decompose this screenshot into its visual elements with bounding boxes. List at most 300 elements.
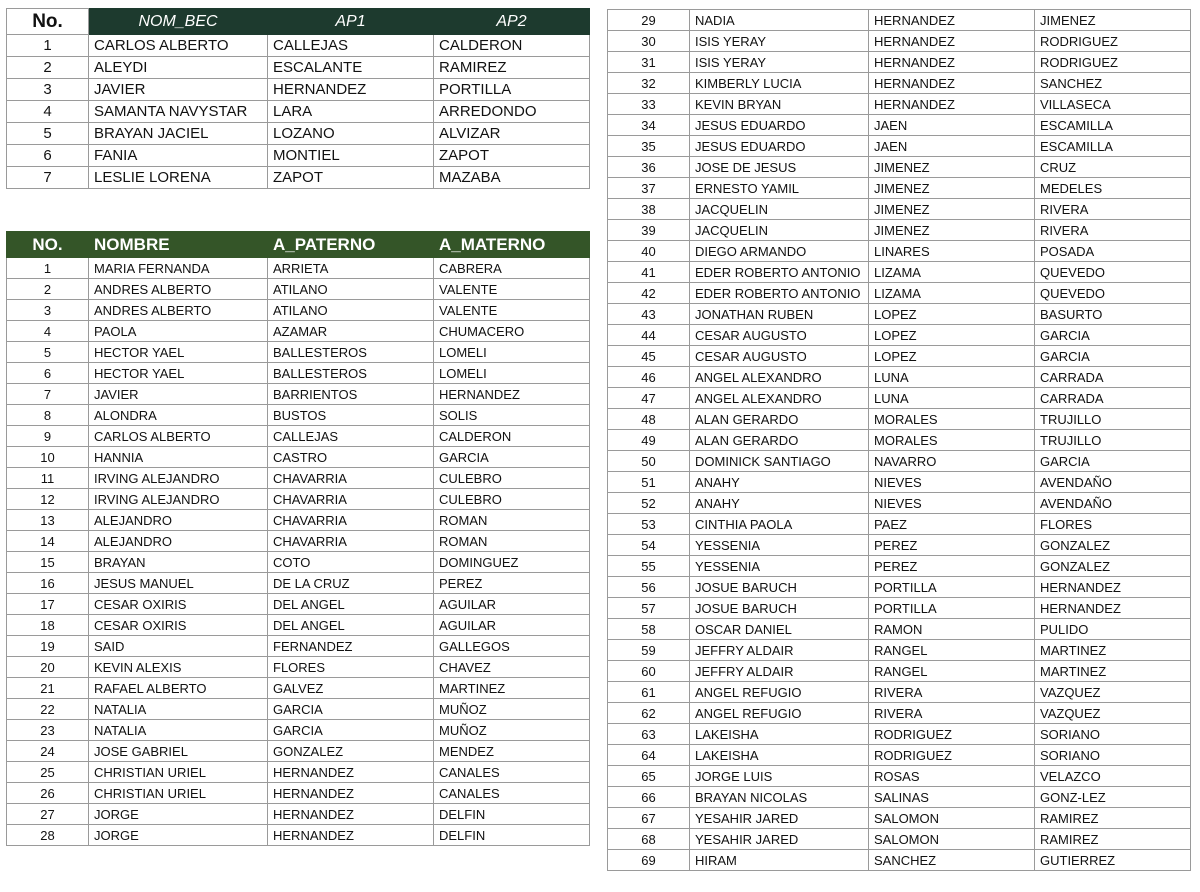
cell-surname-1: LIZAMA xyxy=(869,262,1035,283)
cell-name: JOSE DE JESUS xyxy=(690,157,869,178)
cell-surname-1: LOPEZ xyxy=(869,304,1035,325)
cell-number: 6 xyxy=(7,363,89,384)
cell-surname-1: MONTIEL xyxy=(268,145,434,167)
cell-surname-1: CHAVARRIA xyxy=(268,489,434,510)
cell-surname-2: VILLASECA xyxy=(1035,94,1191,115)
cell-surname-2: HERNANDEZ xyxy=(1035,598,1191,619)
table-body xyxy=(7,258,590,846)
cell-surname-1: RIVERA xyxy=(869,682,1035,703)
cell-number: 13 xyxy=(7,510,89,531)
cell-name: ISIS YERAY xyxy=(690,31,869,52)
table-row xyxy=(608,472,1191,493)
cell-number: 50 xyxy=(608,451,690,472)
table-row xyxy=(608,10,1191,31)
cell-surname-2: CANALES xyxy=(434,762,590,783)
table-row xyxy=(608,325,1191,346)
cell-name: ANDRES ALBERTO xyxy=(89,300,268,321)
table-row xyxy=(7,636,590,657)
cell-number: 3 xyxy=(7,300,89,321)
cell-name: JONATHAN RUBEN xyxy=(690,304,869,325)
cell-surname-2: MEDELES xyxy=(1035,178,1191,199)
cell-number: 37 xyxy=(608,178,690,199)
cell-number: 21 xyxy=(7,678,89,699)
table-row xyxy=(7,405,590,426)
table-row xyxy=(608,724,1191,745)
cell-surname-2: SANCHEZ xyxy=(1035,73,1191,94)
cell-surname-1: LINARES xyxy=(869,241,1035,262)
cell-surname-1: GALVEZ xyxy=(268,678,434,699)
header-surname-1: AP1 xyxy=(268,9,434,35)
table-row xyxy=(7,720,590,741)
cell-surname-2: DOMINGUEZ xyxy=(434,552,590,573)
table-row xyxy=(608,514,1191,535)
cell-name: JEFFRY ALDAIR xyxy=(690,661,869,682)
cell-name: CHRISTIAN URIEL xyxy=(89,762,268,783)
cell-surname-2: GONZ-LEZ xyxy=(1035,787,1191,808)
cell-name: ISIS YERAY xyxy=(690,52,869,73)
cell-name: JACQUELIN xyxy=(690,220,869,241)
table-row xyxy=(7,804,590,825)
cell-name: SAMANTA NAVYSTAR xyxy=(89,101,268,123)
cell-name: YESSENIA xyxy=(690,556,869,577)
cell-name: BRAYAN JACIEL xyxy=(89,123,268,145)
cell-number: 45 xyxy=(608,346,690,367)
cell-number: 56 xyxy=(608,577,690,598)
cell-surname-1: JAEN xyxy=(869,136,1035,157)
cell-surname-1: CHAVARRIA xyxy=(268,468,434,489)
cell-surname-2: DELFIN xyxy=(434,825,590,846)
cell-surname-2: LOMELI xyxy=(434,363,590,384)
cell-surname-2: TRUJILLO xyxy=(1035,430,1191,451)
header-no: No. xyxy=(7,9,89,35)
cell-surname-2: MAZABA xyxy=(434,167,590,189)
cell-surname-2: CHUMACERO xyxy=(434,321,590,342)
cell-surname-2: ROMAN xyxy=(434,510,590,531)
cell-number: 22 xyxy=(7,699,89,720)
cell-number: 65 xyxy=(608,766,690,787)
cell-number: 32 xyxy=(608,73,690,94)
cell-surname-2: CABRERA xyxy=(434,258,590,279)
cell-surname-1: ARRIETA xyxy=(268,258,434,279)
cell-surname-1: MORALES xyxy=(869,409,1035,430)
cell-name: ANDRES ALBERTO xyxy=(89,279,268,300)
cell-name: YESAHIR JARED xyxy=(690,829,869,850)
table-row xyxy=(608,493,1191,514)
cell-surname-2: ROMAN xyxy=(434,531,590,552)
cell-surname-2: MUÑOZ xyxy=(434,699,590,720)
cell-surname-1: HERNANDEZ xyxy=(869,52,1035,73)
table-row xyxy=(608,283,1191,304)
cell-surname-2: RAMIREZ xyxy=(1035,829,1191,850)
cell-number: 36 xyxy=(608,157,690,178)
table-row xyxy=(7,741,590,762)
cell-surname-1: HERNANDEZ xyxy=(869,10,1035,31)
cell-number: 69 xyxy=(608,850,690,871)
cell-name: JOSUE BARUCH xyxy=(690,577,869,598)
cell-surname-1: CHAVARRIA xyxy=(268,531,434,552)
cell-name: ALEJANDRO xyxy=(89,510,268,531)
cell-name: RAFAEL ALBERTO xyxy=(89,678,268,699)
cell-surname-2: ARREDONDO xyxy=(434,101,590,123)
table-row xyxy=(7,300,590,321)
cell-name: KIMBERLY LUCIA xyxy=(690,73,869,94)
cell-name: LAKEISHA xyxy=(690,724,869,745)
table-row xyxy=(7,678,590,699)
cell-surname-2: PULIDO xyxy=(1035,619,1191,640)
cell-surname-2: MENDEZ xyxy=(434,741,590,762)
cell-number: 29 xyxy=(608,10,690,31)
cell-surname-2: POSADA xyxy=(1035,241,1191,262)
cell-surname-1: SANCHEZ xyxy=(869,850,1035,871)
cell-surname-1: AZAMAR xyxy=(268,321,434,342)
cell-surname-2: HERNANDEZ xyxy=(434,384,590,405)
cell-name: YESSENIA xyxy=(690,535,869,556)
cell-name: BRAYAN NICOLAS xyxy=(690,787,869,808)
cell-number: 4 xyxy=(7,321,89,342)
cell-surname-2: MARTINEZ xyxy=(1035,661,1191,682)
table-row xyxy=(7,615,590,636)
cell-surname-2: CULEBRO xyxy=(434,468,590,489)
cell-surname-2: CALDERON xyxy=(434,35,590,57)
cell-surname-2: ZAPOT xyxy=(434,145,590,167)
cell-surname-2: PEREZ xyxy=(434,573,590,594)
table-row xyxy=(7,468,590,489)
cell-number: 43 xyxy=(608,304,690,325)
cell-surname-1: LOZANO xyxy=(268,123,434,145)
cell-surname-1: GARCIA xyxy=(268,720,434,741)
table-row xyxy=(608,766,1191,787)
cell-number: 57 xyxy=(608,598,690,619)
cell-name: JESUS MANUEL xyxy=(89,573,268,594)
table-row xyxy=(608,262,1191,283)
cell-surname-1: SALINAS xyxy=(869,787,1035,808)
cell-surname-1: PAEZ xyxy=(869,514,1035,535)
table-row xyxy=(608,346,1191,367)
cell-name: YESAHIR JARED xyxy=(690,808,869,829)
table-row xyxy=(608,787,1191,808)
cell-surname-2: SOLIS xyxy=(434,405,590,426)
cell-number: 24 xyxy=(7,741,89,762)
table-row xyxy=(608,682,1191,703)
cell-number: 53 xyxy=(608,514,690,535)
cell-surname-1: SALOMON xyxy=(869,808,1035,829)
cell-number: 47 xyxy=(608,388,690,409)
table-row xyxy=(7,57,590,79)
cell-number: 2 xyxy=(7,57,89,79)
cell-surname-1: CHAVARRIA xyxy=(268,510,434,531)
cell-surname-2: CANALES xyxy=(434,783,590,804)
cell-surname-1: ROSAS xyxy=(869,766,1035,787)
cell-surname-2: ESCAMILLA xyxy=(1035,136,1191,157)
cell-number: 16 xyxy=(7,573,89,594)
cell-number: 23 xyxy=(7,720,89,741)
cell-name: HANNIA xyxy=(89,447,268,468)
cell-surname-2: CARRADA xyxy=(1035,388,1191,409)
cell-name: MARIA FERNANDA xyxy=(89,258,268,279)
table-row xyxy=(7,363,590,384)
cell-surname-2: VAZQUEZ xyxy=(1035,682,1191,703)
cell-number: 66 xyxy=(608,787,690,808)
cell-name: JEFFRY ALDAIR xyxy=(690,640,869,661)
cell-name: DOMINICK SANTIAGO xyxy=(690,451,869,472)
cell-surname-2: CHAVEZ xyxy=(434,657,590,678)
cell-name: IRVING ALEJANDRO xyxy=(89,468,268,489)
table-row xyxy=(608,598,1191,619)
cell-surname-2: GARCIA xyxy=(1035,346,1191,367)
cell-surname-1: PEREZ xyxy=(869,556,1035,577)
cell-name: NATALIA xyxy=(89,699,268,720)
table-row xyxy=(7,510,590,531)
cell-number: 60 xyxy=(608,661,690,682)
cell-surname-1: CALLEJAS xyxy=(268,426,434,447)
cell-name: HECTOR YAEL xyxy=(89,342,268,363)
table-row xyxy=(608,304,1191,325)
cell-surname-2: GONZALEZ xyxy=(1035,535,1191,556)
table-row xyxy=(608,31,1191,52)
table-row xyxy=(608,640,1191,661)
cell-number: 40 xyxy=(608,241,690,262)
cell-number: 7 xyxy=(7,167,89,189)
cell-surname-1: LARA xyxy=(268,101,434,123)
table-row xyxy=(608,451,1191,472)
cell-surname-2: QUEVEDO xyxy=(1035,283,1191,304)
table-row xyxy=(7,447,590,468)
cell-number: 5 xyxy=(7,123,89,145)
cell-surname-1: BUSTOS xyxy=(268,405,434,426)
cell-number: 54 xyxy=(608,535,690,556)
cell-surname-2: MUÑOZ xyxy=(434,720,590,741)
cell-surname-2: GARCIA xyxy=(1035,325,1191,346)
cell-number: 61 xyxy=(608,682,690,703)
table-row xyxy=(608,115,1191,136)
cell-name: ANGEL REFUGIO xyxy=(690,703,869,724)
table-row xyxy=(7,145,590,167)
header-row xyxy=(7,232,590,258)
student-table-part-1 xyxy=(6,231,590,846)
table-row xyxy=(608,409,1191,430)
cell-number: 19 xyxy=(7,636,89,657)
cell-surname-2: SORIANO xyxy=(1035,745,1191,766)
cell-name: OSCAR DANIEL xyxy=(690,619,869,640)
cell-name: ALONDRA xyxy=(89,405,268,426)
cell-surname-1: RODRIGUEZ xyxy=(869,745,1035,766)
cell-surname-1: HERNANDEZ xyxy=(268,79,434,101)
header-no: NO. xyxy=(7,232,89,258)
cell-surname-1: JIMENEZ xyxy=(869,220,1035,241)
cell-number: 68 xyxy=(608,829,690,850)
table-row xyxy=(608,220,1191,241)
table-row xyxy=(608,703,1191,724)
cell-surname-1: GARCIA xyxy=(268,699,434,720)
cell-number: 3 xyxy=(7,79,89,101)
cell-surname-1: RANGEL xyxy=(869,661,1035,682)
cell-surname-2: ALVIZAR xyxy=(434,123,590,145)
cell-number: 59 xyxy=(608,640,690,661)
cell-surname-2: AGUILAR xyxy=(434,594,590,615)
table-row xyxy=(7,321,590,342)
cell-number: 63 xyxy=(608,724,690,745)
cell-name: CESAR OXIRIS xyxy=(89,615,268,636)
cell-surname-1: MORALES xyxy=(869,430,1035,451)
cell-surname-1: BALLESTEROS xyxy=(268,363,434,384)
cell-surname-2: PORTILLA xyxy=(434,79,590,101)
cell-number: 2 xyxy=(7,279,89,300)
cell-surname-1: HERNANDEZ xyxy=(268,804,434,825)
table-row xyxy=(7,489,590,510)
cell-number: 44 xyxy=(608,325,690,346)
cell-name: ANGEL ALEXANDRO xyxy=(690,388,869,409)
cell-surname-2: ESCAMILLA xyxy=(1035,115,1191,136)
cell-surname-2: GALLEGOS xyxy=(434,636,590,657)
cell-surname-2: GUTIERREZ xyxy=(1035,850,1191,871)
cell-number: 31 xyxy=(608,52,690,73)
cell-surname-2: CULEBRO xyxy=(434,489,590,510)
cell-name: NADIA xyxy=(690,10,869,31)
table-row xyxy=(608,661,1191,682)
cell-number: 35 xyxy=(608,136,690,157)
cell-surname-2: JIMENEZ xyxy=(1035,10,1191,31)
table-row xyxy=(7,531,590,552)
cell-surname-1: HERNANDEZ xyxy=(869,31,1035,52)
table-row xyxy=(7,552,590,573)
cell-surname-2: VALENTE xyxy=(434,300,590,321)
cell-surname-2: RAMIREZ xyxy=(434,57,590,79)
header-row xyxy=(7,9,590,35)
cell-surname-1: SALOMON xyxy=(869,829,1035,850)
cell-number: 9 xyxy=(7,426,89,447)
table-row xyxy=(7,79,590,101)
cell-name: LAKEISHA xyxy=(690,745,869,766)
cell-surname-2: VELAZCO xyxy=(1035,766,1191,787)
cell-number: 14 xyxy=(7,531,89,552)
cell-surname-2: RAMIREZ xyxy=(1035,808,1191,829)
cell-surname-2: QUEVEDO xyxy=(1035,262,1191,283)
cell-surname-1: RODRIGUEZ xyxy=(869,724,1035,745)
cell-number: 64 xyxy=(608,745,690,766)
cell-name: EDER ROBERTO ANTONIO xyxy=(690,262,869,283)
cell-surname-1: PEREZ xyxy=(869,535,1035,556)
cell-surname-2: LOMELI xyxy=(434,342,590,363)
cell-surname-1: FERNANDEZ xyxy=(268,636,434,657)
table-row xyxy=(7,594,590,615)
table-row xyxy=(608,73,1191,94)
cell-number: 17 xyxy=(7,594,89,615)
header-maternal-surname: A_MATERNO xyxy=(434,232,590,258)
cell-number: 10 xyxy=(7,447,89,468)
table-row xyxy=(608,850,1191,871)
cell-number: 52 xyxy=(608,493,690,514)
table-row xyxy=(608,241,1191,262)
cell-surname-2: VALENTE xyxy=(434,279,590,300)
cell-surname-1: BALLESTEROS xyxy=(268,342,434,363)
cell-surname-2: AVENDAÑO xyxy=(1035,472,1191,493)
cell-name: DIEGO ARMANDO xyxy=(690,241,869,262)
cell-name: JOSUE BARUCH xyxy=(690,598,869,619)
cell-surname-2: GONZALEZ xyxy=(1035,556,1191,577)
table-row xyxy=(608,619,1191,640)
cell-name: SAID xyxy=(89,636,268,657)
cell-surname-2: CALDERON xyxy=(434,426,590,447)
table-row xyxy=(608,745,1191,766)
cell-number: 28 xyxy=(7,825,89,846)
table-row xyxy=(7,384,590,405)
cell-name: CESAR AUGUSTO xyxy=(690,346,869,367)
cell-number: 33 xyxy=(608,94,690,115)
table-row xyxy=(608,808,1191,829)
table-row xyxy=(608,577,1191,598)
cell-surname-1: LUNA xyxy=(869,388,1035,409)
table-row xyxy=(608,52,1191,73)
table-row xyxy=(7,35,590,57)
table-row xyxy=(608,430,1191,451)
cell-number: 34 xyxy=(608,115,690,136)
cell-surname-1: RAMON xyxy=(869,619,1035,640)
header-surname-2: AP2 xyxy=(434,9,590,35)
table-row xyxy=(7,657,590,678)
table-row xyxy=(608,535,1191,556)
cell-number: 18 xyxy=(7,615,89,636)
cell-name: PAOLA xyxy=(89,321,268,342)
cell-surname-1: PORTILLA xyxy=(869,598,1035,619)
cell-name: JORGE LUIS xyxy=(690,766,869,787)
cell-surname-1: BARRIENTOS xyxy=(268,384,434,405)
table-header xyxy=(7,232,590,258)
cell-surname-2: TRUJILLO xyxy=(1035,409,1191,430)
cell-name: JORGE xyxy=(89,825,268,846)
cell-number: 20 xyxy=(7,657,89,678)
table-header xyxy=(7,9,590,35)
table-row xyxy=(608,367,1191,388)
cell-surname-1: NIEVES xyxy=(869,493,1035,514)
table-row xyxy=(7,101,590,123)
cell-surname-1: DE LA CRUZ xyxy=(268,573,434,594)
cell-name: JAVIER xyxy=(89,79,268,101)
cell-surname-2: BASURTO xyxy=(1035,304,1191,325)
cell-surname-2: CRUZ xyxy=(1035,157,1191,178)
cell-name: CHRISTIAN URIEL xyxy=(89,783,268,804)
table-row xyxy=(7,167,590,189)
cell-name: JOSE GABRIEL xyxy=(89,741,268,762)
cell-surname-1: JAEN xyxy=(869,115,1035,136)
cell-number: 26 xyxy=(7,783,89,804)
cell-name: HECTOR YAEL xyxy=(89,363,268,384)
cell-surname-1: DEL ANGEL xyxy=(268,594,434,615)
cell-name: ALEYDI xyxy=(89,57,268,79)
cell-name: ALAN GERARDO xyxy=(690,409,869,430)
cell-surname-1: ESCALANTE xyxy=(268,57,434,79)
cell-name: CESAR AUGUSTO xyxy=(690,325,869,346)
cell-number: 48 xyxy=(608,409,690,430)
cell-surname-2: DELFIN xyxy=(434,804,590,825)
cell-surname-1: DEL ANGEL xyxy=(268,615,434,636)
cell-number: 5 xyxy=(7,342,89,363)
cell-number: 58 xyxy=(608,619,690,640)
cell-name: CINTHIA PAOLA xyxy=(690,514,869,535)
cell-number: 49 xyxy=(608,430,690,451)
cell-surname-1: GONZALEZ xyxy=(268,741,434,762)
cell-number: 39 xyxy=(608,220,690,241)
table-row xyxy=(7,342,590,363)
table-row xyxy=(608,556,1191,577)
cell-surname-1: LIZAMA xyxy=(869,283,1035,304)
cell-surname-1: LOPEZ xyxy=(869,325,1035,346)
cell-surname-1: CALLEJAS xyxy=(268,35,434,57)
cell-name: KEVIN ALEXIS xyxy=(89,657,268,678)
cell-number: 41 xyxy=(608,262,690,283)
header-paternal-surname: A_PATERNO xyxy=(268,232,434,258)
cell-surname-1: HERNANDEZ xyxy=(268,783,434,804)
cell-name: JORGE xyxy=(89,804,268,825)
